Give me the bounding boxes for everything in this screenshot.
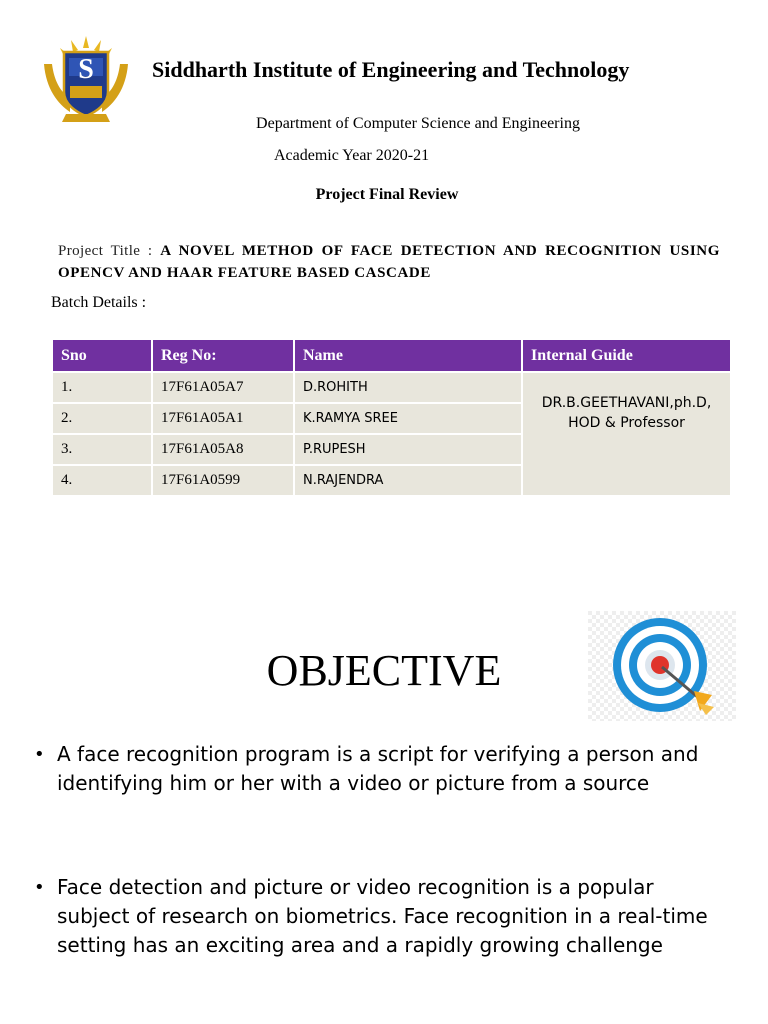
cell-reg-no: 17F61A0599 [152,465,294,496]
cell-sno: 3. [52,434,152,465]
table-header-row [52,339,731,372]
project-title-label: Project Title : [58,243,153,259]
objective-point-text: Face detection and picture or video recognition is a popular subject of research on biometrics. Face recognition in a real-time setting has an exciting area and a rapidly growing challenge [57,875,708,957]
bullet-icon: • [34,877,45,898]
objective-point-text: A face recognition program is a script for verifying a person and identifying him or her with a video or picture from a source [57,742,699,795]
objective-heading-text: OBJECTIVE [266,646,502,695]
list-item [34,873,724,960]
list-item [34,740,724,798]
table-row [52,372,731,403]
cell-name: D.ROHITH [294,372,522,403]
cell-sno: 1. [52,372,152,403]
cell-internal-guide [522,372,731,496]
project-title-block [58,240,720,284]
column-header-name: Name [294,339,522,372]
cell-reg-no: 17F61A05A8 [152,434,294,465]
department-name: Department of Computer Science and Engineering [256,115,580,132]
cell-sno: 2. [52,403,152,434]
cell-name: K.RAMYA SREE [294,403,522,434]
review-title: Project Final Review [315,186,459,203]
cell-sno: 4. [52,465,152,496]
academic-year: Academic Year 2020-21 [274,147,430,164]
column-header-internal-guide: Internal Guide [522,339,731,372]
svg-text:S: S [78,54,94,85]
target-arrow-icon [588,611,736,721]
institute-crest-logo [36,34,136,124]
objective-points [34,740,724,960]
guide-name: DR.B.GEETHAVANI,ph.D, [541,395,712,411]
column-header-reg-no: Reg No: [152,339,294,372]
project-title-value: A NOVEL METHOD OF FACE DETECTION AND RECOGNITION USING OPENCV AND HAAR FEATURE BASED CASCADE [58,243,720,281]
cell-reg-no: 17F61A05A1 [152,403,294,434]
cell-reg-no: 17F61A05A7 [152,372,294,403]
column-header-sno: Sno [52,339,152,372]
guide-designation: HOD & Professor [568,415,685,431]
batch-table [51,338,732,497]
cell-name: P.RUPESH [294,434,522,465]
batch-details-label: Batch Details : [51,294,147,311]
cell-name: N.RAJENDRA [294,465,522,496]
bullet-icon: • [34,744,45,765]
institute-title: Siddharth Institute of Engineering and Technology [152,57,630,82]
